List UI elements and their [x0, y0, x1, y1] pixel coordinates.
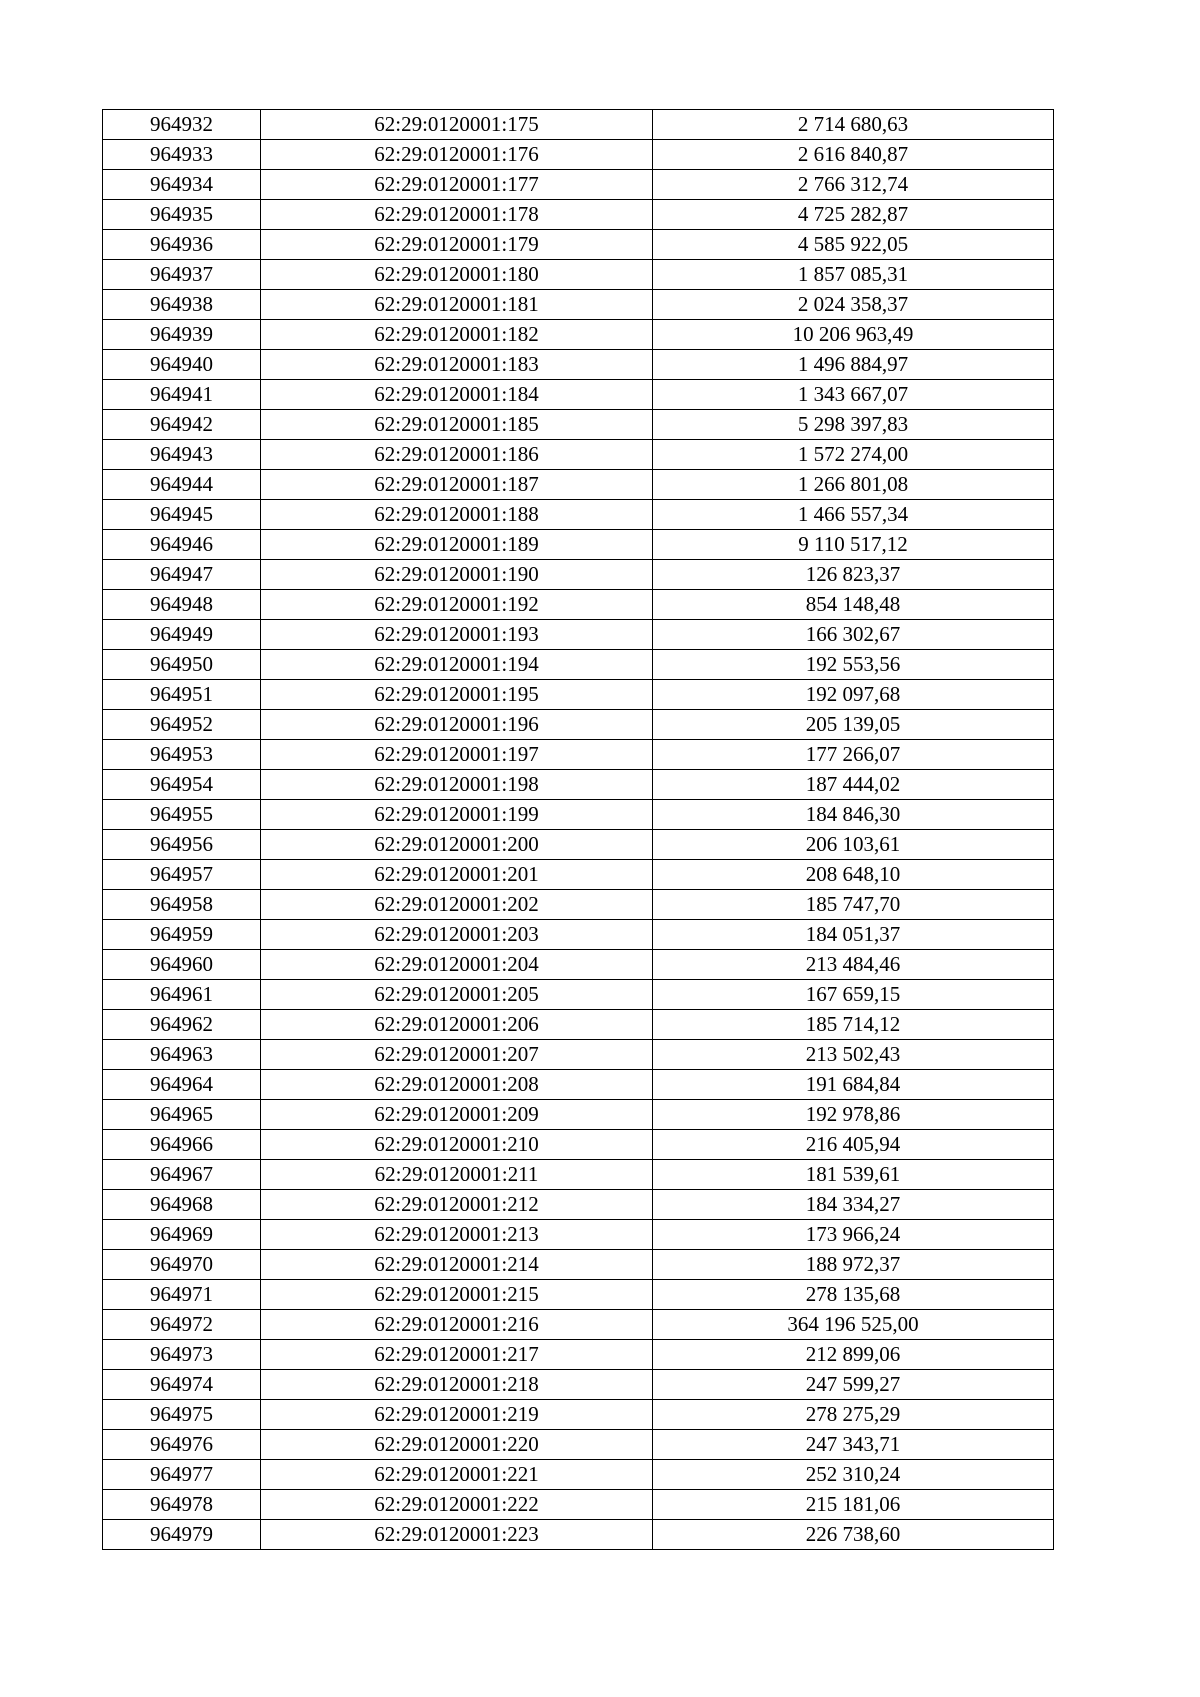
value-cell: 247 343,71	[653, 1430, 1054, 1460]
table-row	[103, 380, 1054, 410]
value-cell: 177 266,07	[653, 740, 1054, 770]
row-number-cell: 964950	[103, 650, 261, 680]
row-number-cell: 964975	[103, 1400, 261, 1430]
cadastral-number-cell: 62:29:0120001:183	[261, 350, 653, 380]
table-row	[103, 290, 1054, 320]
cadastral-number-cell: 62:29:0120001:187	[261, 470, 653, 500]
row-number-cell: 964978	[103, 1490, 261, 1520]
table-row	[103, 710, 1054, 740]
value-cell: 192 978,86	[653, 1100, 1054, 1130]
value-cell: 216 405,94	[653, 1130, 1054, 1160]
table-row	[103, 920, 1054, 950]
cadastral-number-cell: 62:29:0120001:217	[261, 1340, 653, 1370]
table-row	[103, 1070, 1054, 1100]
cadastral-number-cell: 62:29:0120001:179	[261, 230, 653, 260]
row-number-cell: 964941	[103, 380, 261, 410]
value-cell: 185 714,12	[653, 1010, 1054, 1040]
row-number-cell: 964944	[103, 470, 261, 500]
table-row	[103, 500, 1054, 530]
table-row	[103, 1100, 1054, 1130]
cadastral-number-cell: 62:29:0120001:176	[261, 140, 653, 170]
row-number-cell: 964956	[103, 830, 261, 860]
value-cell: 184 334,27	[653, 1190, 1054, 1220]
row-number-cell: 964973	[103, 1340, 261, 1370]
row-number-cell: 964953	[103, 740, 261, 770]
value-cell: 226 738,60	[653, 1520, 1054, 1550]
row-number-cell: 964937	[103, 260, 261, 290]
row-number-cell: 964945	[103, 500, 261, 530]
table-row	[103, 1160, 1054, 1190]
value-cell: 205 139,05	[653, 710, 1054, 740]
table-row	[103, 1430, 1054, 1460]
value-cell: 167 659,15	[653, 980, 1054, 1010]
value-cell: 2 714 680,63	[653, 110, 1054, 140]
value-cell: 278 275,29	[653, 1400, 1054, 1430]
table-row	[103, 830, 1054, 860]
cadastral-number-cell: 62:29:0120001:175	[261, 110, 653, 140]
row-number-cell: 964934	[103, 170, 261, 200]
row-number-cell: 964936	[103, 230, 261, 260]
row-number-cell: 964949	[103, 620, 261, 650]
table-row	[103, 1190, 1054, 1220]
row-number-cell: 964972	[103, 1310, 261, 1340]
row-number-cell: 964960	[103, 950, 261, 980]
row-number-cell: 964964	[103, 1070, 261, 1100]
cadastral-number-cell: 62:29:0120001:215	[261, 1280, 653, 1310]
table-row	[103, 1310, 1054, 1340]
cadastral-number-cell: 62:29:0120001:177	[261, 170, 653, 200]
row-number-cell: 964977	[103, 1460, 261, 1490]
row-number-cell: 964947	[103, 560, 261, 590]
cadastral-number-cell: 62:29:0120001:206	[261, 1010, 653, 1040]
cadastral-value-table	[102, 109, 1054, 1550]
cadastral-number-cell: 62:29:0120001:182	[261, 320, 653, 350]
cadastral-number-cell: 62:29:0120001:184	[261, 380, 653, 410]
table-row	[103, 530, 1054, 560]
value-cell: 181 539,61	[653, 1160, 1054, 1190]
cadastral-number-cell: 62:29:0120001:197	[261, 740, 653, 770]
cadastral-number-cell: 62:29:0120001:186	[261, 440, 653, 470]
cadastral-number-cell: 62:29:0120001:221	[261, 1460, 653, 1490]
cadastral-number-cell: 62:29:0120001:190	[261, 560, 653, 590]
table-row	[103, 770, 1054, 800]
cadastral-number-cell: 62:29:0120001:220	[261, 1430, 653, 1460]
cadastral-number-cell: 62:29:0120001:209	[261, 1100, 653, 1130]
row-number-cell: 964932	[103, 110, 261, 140]
value-cell: 10 206 963,49	[653, 320, 1054, 350]
table-row	[103, 230, 1054, 260]
table-row	[103, 620, 1054, 650]
value-cell: 192 097,68	[653, 680, 1054, 710]
value-cell: 278 135,68	[653, 1280, 1054, 1310]
cadastral-number-cell: 62:29:0120001:181	[261, 290, 653, 320]
table-row	[103, 1400, 1054, 1430]
cadastral-number-cell: 62:29:0120001:194	[261, 650, 653, 680]
table-row	[103, 560, 1054, 590]
cadastral-number-cell: 62:29:0120001:216	[261, 1310, 653, 1340]
row-number-cell: 964965	[103, 1100, 261, 1130]
cadastral-number-cell: 62:29:0120001:193	[261, 620, 653, 650]
cadastral-number-cell: 62:29:0120001:207	[261, 1040, 653, 1070]
value-cell: 185 747,70	[653, 890, 1054, 920]
cadastral-number-cell: 62:29:0120001:196	[261, 710, 653, 740]
cadastral-number-cell: 62:29:0120001:204	[261, 950, 653, 980]
cadastral-number-cell: 62:29:0120001:180	[261, 260, 653, 290]
cadastral-number-cell: 62:29:0120001:188	[261, 500, 653, 530]
row-number-cell: 964939	[103, 320, 261, 350]
table-row	[103, 590, 1054, 620]
value-cell: 188 972,37	[653, 1250, 1054, 1280]
row-number-cell: 964935	[103, 200, 261, 230]
cadastral-number-cell: 62:29:0120001:208	[261, 1070, 653, 1100]
row-number-cell: 964963	[103, 1040, 261, 1070]
cadastral-number-cell: 62:29:0120001:205	[261, 980, 653, 1010]
value-cell: 2 024 358,37	[653, 290, 1054, 320]
value-cell: 187 444,02	[653, 770, 1054, 800]
value-cell: 126 823,37	[653, 560, 1054, 590]
table-row	[103, 860, 1054, 890]
table-row	[103, 1280, 1054, 1310]
table-row	[103, 1220, 1054, 1250]
value-cell: 1 857 085,31	[653, 260, 1054, 290]
table-row	[103, 740, 1054, 770]
value-cell: 4 725 282,87	[653, 200, 1054, 230]
value-cell: 2 616 840,87	[653, 140, 1054, 170]
table-row	[103, 350, 1054, 380]
value-cell: 4 585 922,05	[653, 230, 1054, 260]
row-number-cell: 964959	[103, 920, 261, 950]
cadastral-number-cell: 62:29:0120001:213	[261, 1220, 653, 1250]
cadastral-number-cell: 62:29:0120001:201	[261, 860, 653, 890]
value-cell: 184 051,37	[653, 920, 1054, 950]
table-row	[103, 170, 1054, 200]
table-row	[103, 1490, 1054, 1520]
row-number-cell: 964948	[103, 590, 261, 620]
value-cell: 2 766 312,74	[653, 170, 1054, 200]
table-row	[103, 1040, 1054, 1070]
value-cell: 1 496 884,97	[653, 350, 1054, 380]
table-row	[103, 470, 1054, 500]
cadastral-number-cell: 62:29:0120001:211	[261, 1160, 653, 1190]
table-row	[103, 1370, 1054, 1400]
row-number-cell: 964958	[103, 890, 261, 920]
table-row	[103, 140, 1054, 170]
cadastral-number-cell: 62:29:0120001:198	[261, 770, 653, 800]
cadastral-number-cell: 62:29:0120001:203	[261, 920, 653, 950]
value-cell: 213 502,43	[653, 1040, 1054, 1070]
value-cell: 252 310,24	[653, 1460, 1054, 1490]
table-row	[103, 1010, 1054, 1040]
row-number-cell: 964971	[103, 1280, 261, 1310]
cadastral-number-cell: 62:29:0120001:210	[261, 1130, 653, 1160]
value-cell: 173 966,24	[653, 1220, 1054, 1250]
value-cell: 247 599,27	[653, 1370, 1054, 1400]
table-row	[103, 800, 1054, 830]
row-number-cell: 964970	[103, 1250, 261, 1280]
cadastral-number-cell: 62:29:0120001:214	[261, 1250, 653, 1280]
row-number-cell: 964951	[103, 680, 261, 710]
row-number-cell: 964966	[103, 1130, 261, 1160]
table-row	[103, 890, 1054, 920]
cadastral-number-cell: 62:29:0120001:185	[261, 410, 653, 440]
row-number-cell: 964933	[103, 140, 261, 170]
value-cell: 213 484,46	[653, 950, 1054, 980]
table-row	[103, 650, 1054, 680]
row-number-cell: 964969	[103, 1220, 261, 1250]
row-number-cell: 964946	[103, 530, 261, 560]
row-number-cell: 964938	[103, 290, 261, 320]
row-number-cell: 964962	[103, 1010, 261, 1040]
row-number-cell: 964943	[103, 440, 261, 470]
row-number-cell: 964952	[103, 710, 261, 740]
table-body	[103, 110, 1054, 1550]
value-cell: 5 298 397,83	[653, 410, 1054, 440]
row-number-cell: 964942	[103, 410, 261, 440]
cadastral-number-cell: 62:29:0120001:212	[261, 1190, 653, 1220]
value-cell: 208 648,10	[653, 860, 1054, 890]
value-cell: 1 466 557,34	[653, 500, 1054, 530]
table-row	[103, 1340, 1054, 1370]
table-row	[103, 680, 1054, 710]
table-row	[103, 950, 1054, 980]
cadastral-number-cell: 62:29:0120001:195	[261, 680, 653, 710]
table-row	[103, 260, 1054, 290]
value-cell: 191 684,84	[653, 1070, 1054, 1100]
cadastral-number-cell: 62:29:0120001:218	[261, 1370, 653, 1400]
cadastral-number-cell: 62:29:0120001:219	[261, 1400, 653, 1430]
value-cell: 364 196 525,00	[653, 1310, 1054, 1340]
table-row	[103, 1460, 1054, 1490]
row-number-cell: 964940	[103, 350, 261, 380]
row-number-cell: 964954	[103, 770, 261, 800]
value-cell: 1 343 667,07	[653, 380, 1054, 410]
cadastral-number-cell: 62:29:0120001:222	[261, 1490, 653, 1520]
row-number-cell: 964976	[103, 1430, 261, 1460]
cadastral-number-cell: 62:29:0120001:202	[261, 890, 653, 920]
table-row	[103, 1250, 1054, 1280]
row-number-cell: 964961	[103, 980, 261, 1010]
cadastral-number-cell: 62:29:0120001:199	[261, 800, 653, 830]
value-cell: 1 266 801,08	[653, 470, 1054, 500]
row-number-cell: 964979	[103, 1520, 261, 1550]
table-row	[103, 110, 1054, 140]
value-cell: 854 148,48	[653, 590, 1054, 620]
value-cell: 215 181,06	[653, 1490, 1054, 1520]
cadastral-number-cell: 62:29:0120001:192	[261, 590, 653, 620]
row-number-cell: 964968	[103, 1190, 261, 1220]
value-cell: 9 110 517,12	[653, 530, 1054, 560]
table-row	[103, 440, 1054, 470]
table-row	[103, 1130, 1054, 1160]
value-cell: 206 103,61	[653, 830, 1054, 860]
table-row	[103, 410, 1054, 440]
value-cell: 166 302,67	[653, 620, 1054, 650]
row-number-cell: 964955	[103, 800, 261, 830]
table-row	[103, 980, 1054, 1010]
table-row	[103, 320, 1054, 350]
row-number-cell: 964974	[103, 1370, 261, 1400]
cadastral-number-cell: 62:29:0120001:200	[261, 830, 653, 860]
value-cell: 1 572 274,00	[653, 440, 1054, 470]
row-number-cell: 964957	[103, 860, 261, 890]
cadastral-number-cell: 62:29:0120001:223	[261, 1520, 653, 1550]
value-cell: 184 846,30	[653, 800, 1054, 830]
cadastral-number-cell: 62:29:0120001:178	[261, 200, 653, 230]
value-cell: 212 899,06	[653, 1340, 1054, 1370]
table-row	[103, 200, 1054, 230]
row-number-cell: 964967	[103, 1160, 261, 1190]
value-cell: 192 553,56	[653, 650, 1054, 680]
cadastral-number-cell: 62:29:0120001:189	[261, 530, 653, 560]
table-row	[103, 1520, 1054, 1550]
